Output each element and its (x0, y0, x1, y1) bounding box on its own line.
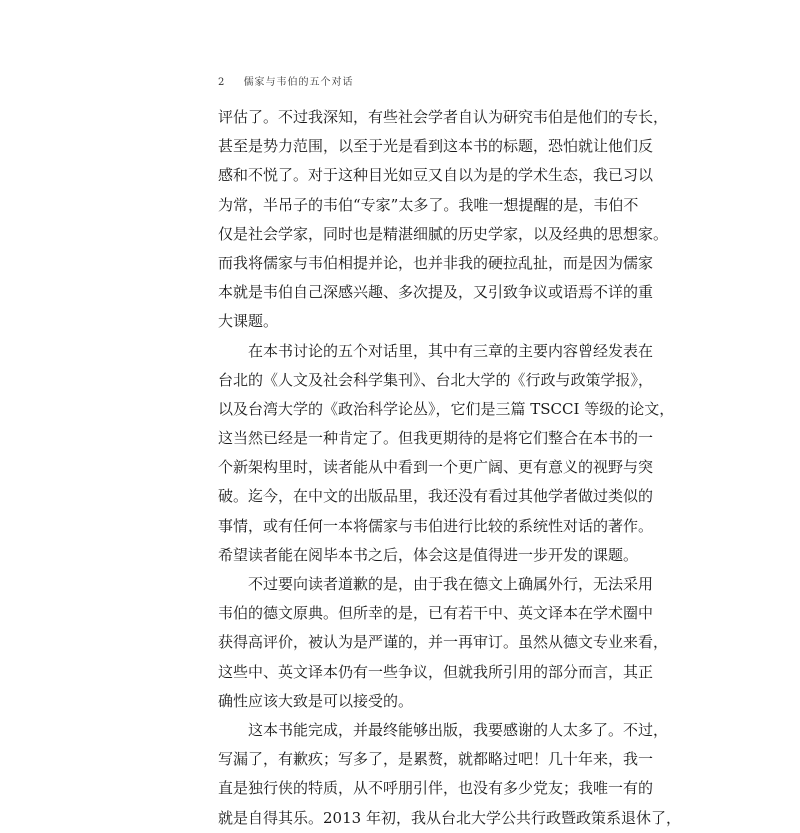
text-line: 感和不悦了。对于这种目光如豆又自以为是的学术生态，我已习以 (218, 166, 654, 185)
running-title: 儒家与韦伯的五个对话 (243, 77, 354, 88)
text-line: 就是自得其乐。2013 年初，我从台北大学公共行政暨政策系退休了， (218, 808, 681, 827)
text-line: 直是独行侠的特质，从不呼朋引伴，也没有多少党友；我唯一有的 (218, 779, 654, 798)
text-line: 事情，或有任何一本将儒家与韦伯进行比较的系统性对话的著作。 (218, 516, 654, 535)
text-line: 不过要向读者道歉的是，由于我在德文上确属外行，无法采用 (248, 575, 654, 593)
text-line: 这本书能完成，并最终能够出版，我要感谢的人太多了。不过， (248, 720, 669, 739)
text-line: 获得高评价，被认为是严谨的，并一再审订。虽然从德文专业来看， (218, 633, 669, 652)
text-line: 韦伯的德文原典。但所幸的是，已有若干中、英文译本在学术圈中 (218, 604, 654, 623)
text-line: 这些中、英文译本仍有一些争议，但就我所引用的部分而言，其正 (218, 662, 654, 681)
text-line: 确性应该大致是可以接受的。 (218, 691, 414, 710)
text-line: 为常，半吊子的韦伯“专家”太多了。我唯一想提醒的是，韦伯不 (218, 195, 639, 214)
text-line: 写漏了，有歉疚；写多了，是累赘，就都略过吧！几十年来，我一 (218, 750, 654, 769)
text-line: 大课题。 (218, 312, 279, 331)
text-line: 破。迄今，在中文的出版品里，我还没有看过其他学者做过类似的 (218, 487, 654, 506)
text-line: 在本书讨论的五个对话里，其中有三章的主要内容曾经发表在 (248, 341, 654, 360)
text-line: 这当然已经是一种肯定了。但我更期待的是将它们整合在本书的一 (218, 429, 654, 448)
text-line: 评估了。不过我深知，有些社会学者自认为研究韦伯是他们的专长， (218, 108, 669, 126)
text-line: 希望读者能在阅毕本书之后，体会这是值得进一步开发的课题。 (218, 545, 639, 564)
running-header (218, 73, 354, 88)
text-line: 而我将儒家与韦伯相提并论，也并非我的硬拉乱扯，而是因为儒家 (218, 253, 654, 272)
page-number: 2 (218, 77, 226, 88)
text-line: 本就是韦伯自己深感兴趣、多次提及，又引致争议或语焉不详的重 (218, 283, 654, 302)
body-text (218, 103, 681, 833)
text-line: 以及台湾大学的《政治科学论丛》，它们是三篇 TSCCI 等级的论文， (218, 399, 675, 418)
text-line: 个新架构里时，读者能从中看到一个更广阔、更有意义的视野与突 (218, 458, 654, 477)
text-line: 台北的《人文及社会科学集刊》、台北大学的《行政与政策学报》， (218, 370, 654, 389)
text-line: 甚至是势力范围，以至于光是看到这本书的标题，恐怕就让他们反 (218, 137, 654, 156)
text-line: 仅是社会学家，同时也是精湛细腻的历史学家，以及经典的思想家。 (218, 224, 669, 243)
